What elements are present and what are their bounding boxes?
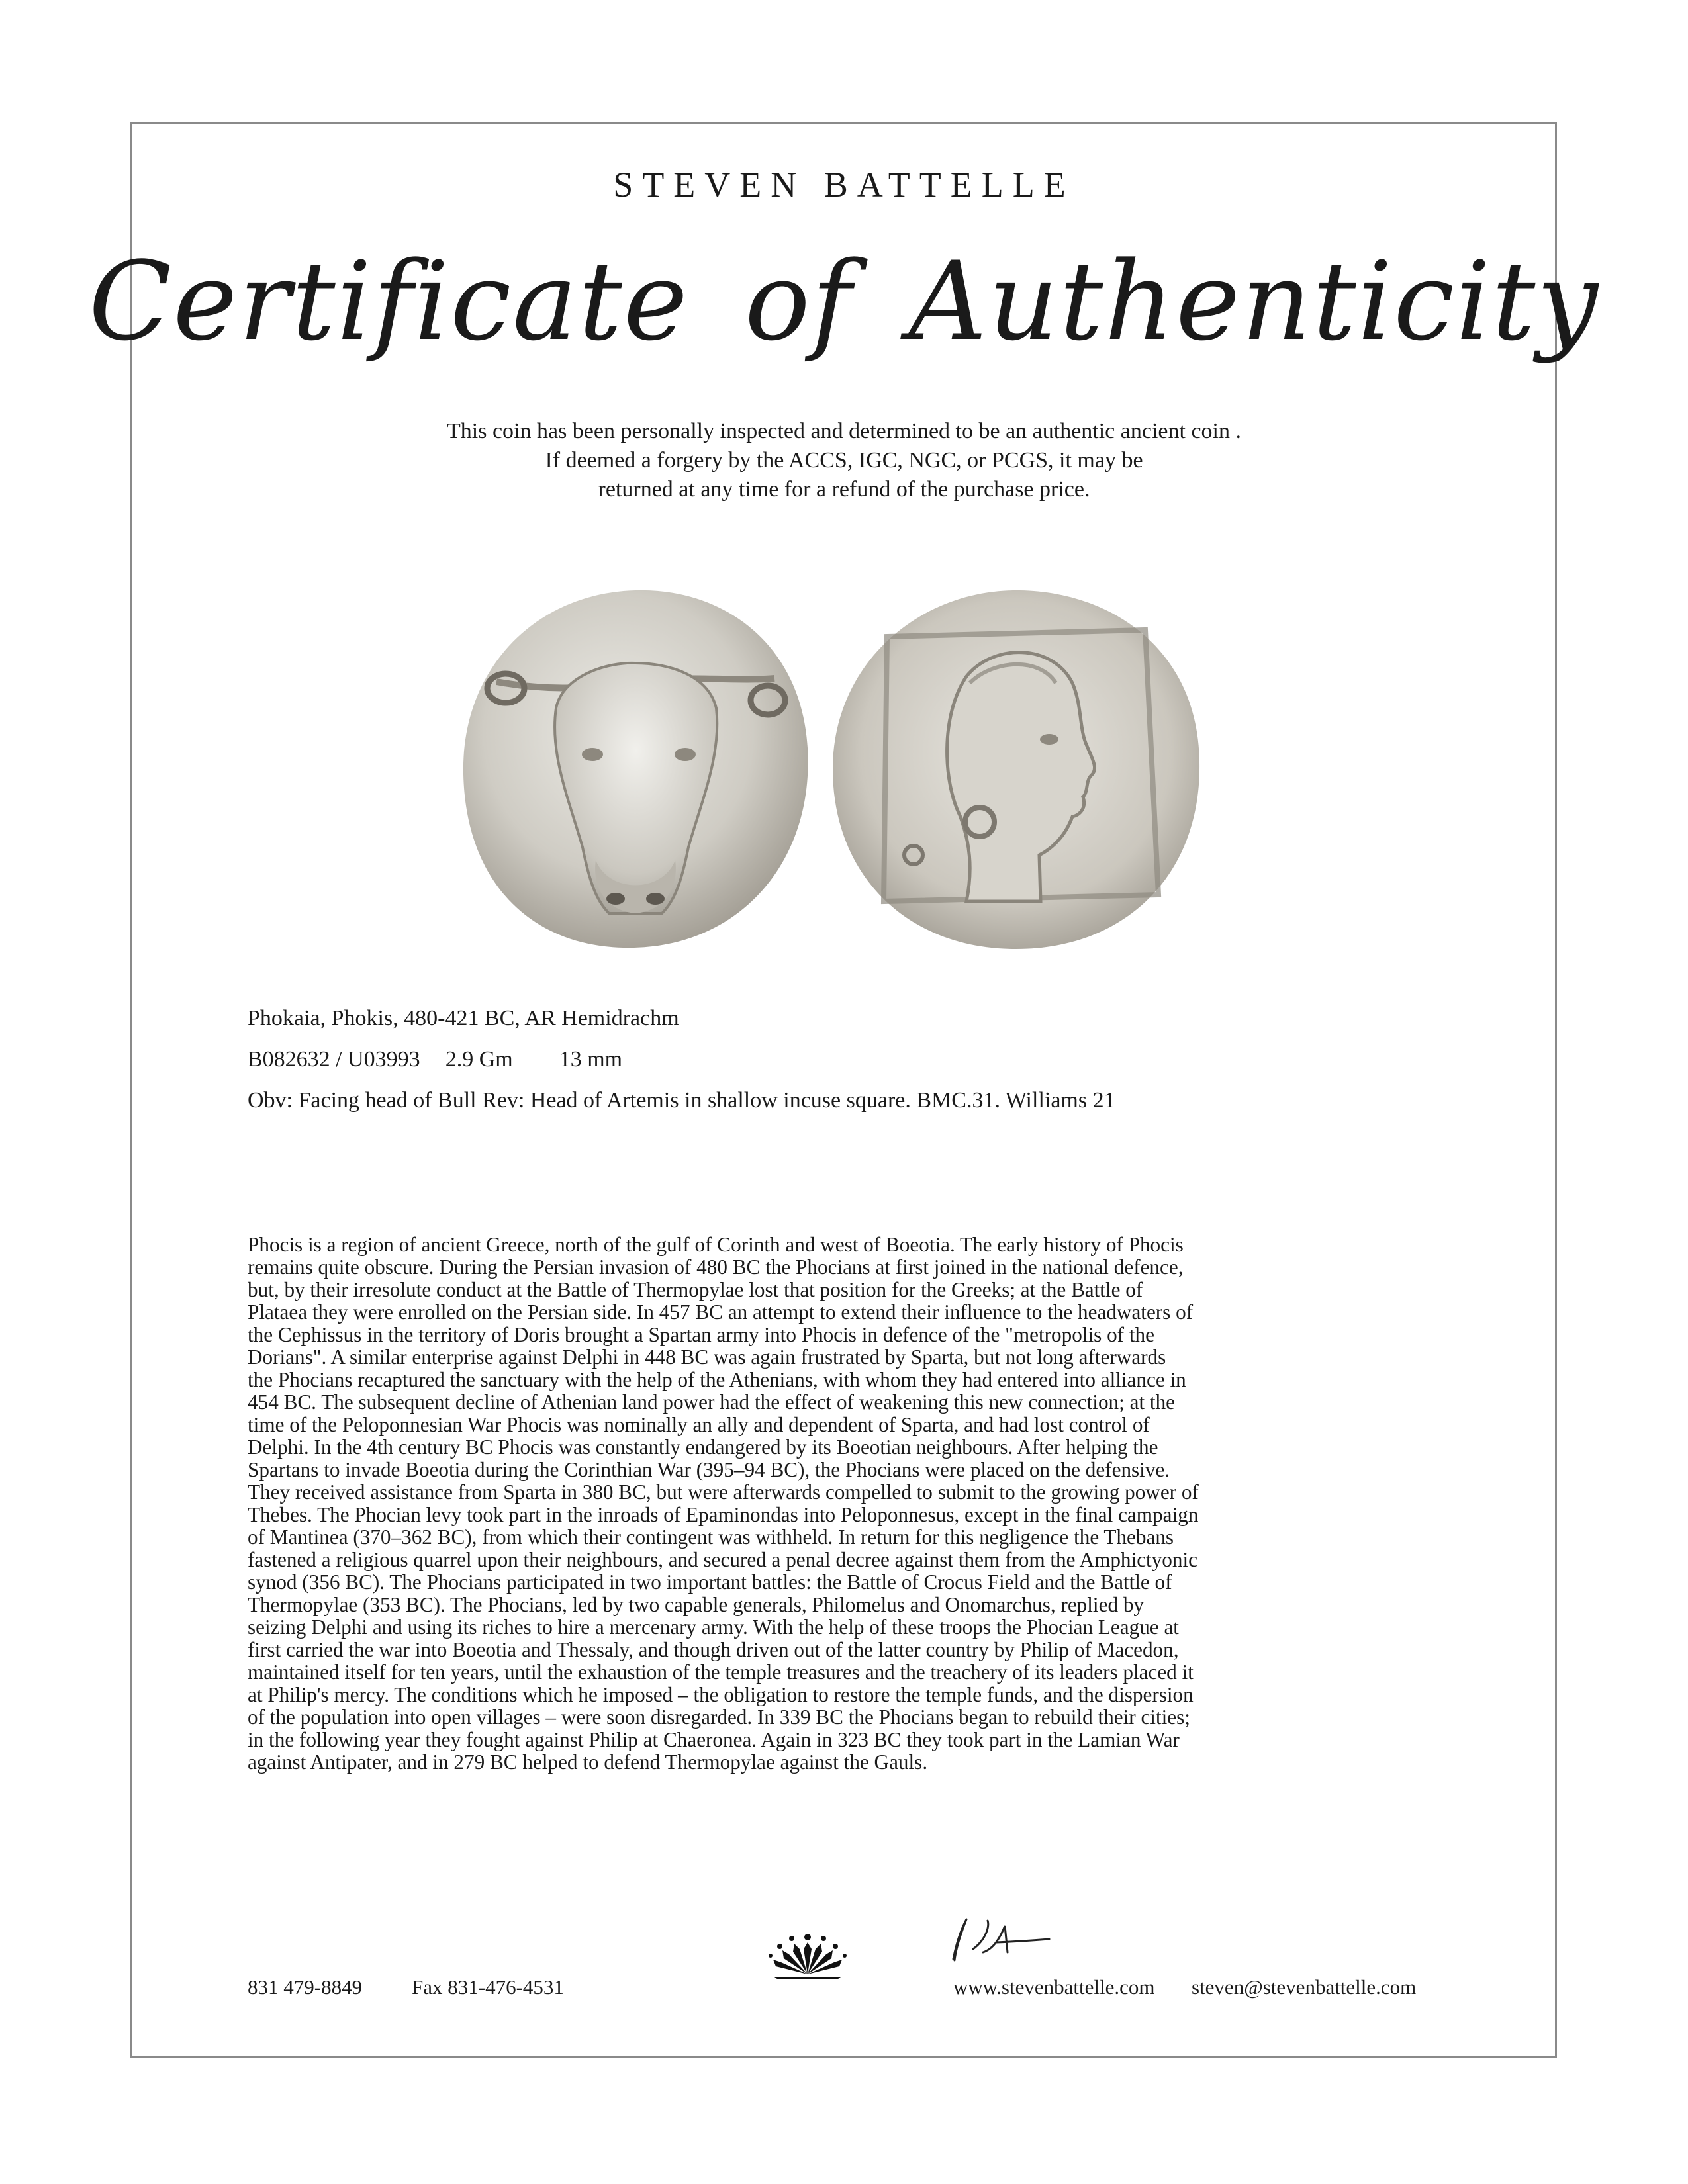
certificate-title: Certificate of Authenticity	[88, 238, 1600, 365]
historical-description	[248, 1234, 1450, 1774]
history-line: the Cephissus in the territory of Doris brought a Spartan army into Phocis in defence of the "metropolis of the	[248, 1323, 1154, 1346]
inventory-number: B082632 / U03993	[248, 1047, 420, 1071]
intro-line: If deemed a forgery by the ACCS, IGC, NGC, or PCGS, it may be	[545, 448, 1143, 473]
artemis-head-icon	[827, 584, 1205, 954]
history-line: fastened a religious quarrel upon their neighbours, and secured a penal decree against them from the Amphictyonic	[248, 1548, 1197, 1571]
history-line: synod (356 BC). The Phocians participated in two important battles: the Battle of Crocus Field and the Battle of	[248, 1570, 1172, 1594]
history-line: of Mantinea (370–362 BC), from which their contingent was withheld. In return for this negligence the Thebans	[248, 1525, 1174, 1549]
history-line: at Philip's mercy. The conditions which he imposed – the obligation to restore the temple funds, and the dispersion	[248, 1683, 1194, 1706]
history-line: Spartans to invade Boeotia during the Corinthian War (395–94 BC), the Phocians were placed on the defensive.	[248, 1458, 1170, 1481]
history-line: in the following year they fought against Philip at Chaeronea. Again in 323 BC they took part in the Lamian War	[248, 1728, 1180, 1751]
history-line: Dorians". A similar enterprise against Delphi in 448 BC was again frustrated by Sparta, but not long afterwards	[248, 1345, 1166, 1369]
history-line: remains quite obscure. During the Persian invasion of 480 BC the Phocians at first joined in the national defence,	[248, 1255, 1184, 1279]
coin-specifications	[248, 998, 1115, 1121]
coin-obverse-image	[457, 582, 814, 953]
history-line: but, by their irresolute conduct at the Battle of Thermopylae lost that position for the Greeks; at the Battle of	[248, 1278, 1143, 1301]
history-line: time of the Peloponnesian War Phocis was nominally an ally and dependent of Sparta, and had lost control of	[248, 1413, 1150, 1436]
signature-icon	[927, 1913, 1059, 1966]
history-line: seizing Delphi and using its riches to hire a mercenary army. With the help of these troops the Phocian League at	[248, 1615, 1179, 1639]
coin-obverse-reverse: Obv: Facing head of Bull Rev: Head of Artemis in shallow incuse square. BMC.31. Williams 21	[248, 1088, 1115, 1113]
footer-fax: Fax 831-476-4531	[412, 1976, 564, 1999]
history-line: maintained itself for ten years, until the exhaustion of the temple treasures and the treachery of its leaders placed it	[248, 1661, 1194, 1684]
footer-phone: 831 479-8849	[248, 1976, 363, 1999]
history-line: 454 BC. The subsequent decline of Athenian land power had the effect of weakening this new connection; at the	[248, 1390, 1176, 1414]
coin-reverse-image	[827, 584, 1205, 954]
history-line: Phocis is a region of ancient Greece, north of the gulf of Corinth and west of Boeotia. The early history of Phocis	[248, 1233, 1184, 1256]
history-line: of the population into open villages – were soon disregarded. In 339 BC the Phocians began to rebuild their cities;	[248, 1706, 1190, 1729]
coin-diameter: 13 mm	[559, 1047, 623, 1071]
bull-head-icon	[457, 582, 814, 953]
history-line: the Phocians recaptured the sanctuary with the help of the Athenians, with whom they had entered into alliance in	[248, 1368, 1186, 1391]
authenticity-statement	[199, 417, 1489, 504]
history-line: Plataea they were enrolled on the Persian side. In 457 BC an attempt to extend their influence to the headwaters of	[248, 1300, 1194, 1324]
history-line: Thermopylae (353 BC). The Phocians, led by two capable generals, Philomelus and Onomarchus, replied by	[248, 1593, 1145, 1616]
history-line: Thebes. The Phocian levy took part in the inroads of Epaminondas into Peloponnesus, except in the final campaign	[248, 1503, 1199, 1526]
history-line: They received assistance from Sparta in 380 BC, but were afterwards compelled to submit to the growing power of	[248, 1480, 1199, 1504]
coin-weight: 2.9 Gm	[445, 1047, 513, 1071]
footer-email: steven@stevenbattelle.com	[1192, 1976, 1417, 1999]
history-line: first carried the war into Boeotia and Thessaly, and though driven out of the latter country by Philip of Macedon,	[248, 1638, 1179, 1661]
history-line: against Antipater, and in 279 BC helped to defend Thermopylae against the Gauls.	[248, 1751, 928, 1774]
intro-line: This coin has been personally inspected and determined to be an authentic ancient coin .	[447, 419, 1241, 443]
coin-description: Phokaia, Phokis, 480-421 BC, AR Hemidrachm	[248, 1006, 679, 1030]
intro-line: returned at any time for a refund of the purchase price.	[598, 477, 1090, 502]
history-line: Delphi. In the 4th century BC Phocis was constantly endangered by its Boeotian neighbours. After helping the	[248, 1435, 1158, 1459]
footer-website: www.stevenbattelle.com	[953, 1976, 1155, 1999]
brand-name: STEVEN BATTELLE	[613, 165, 1075, 205]
sunburst-logo-icon	[761, 1923, 854, 1982]
coin-id-row	[248, 1039, 1115, 1080]
